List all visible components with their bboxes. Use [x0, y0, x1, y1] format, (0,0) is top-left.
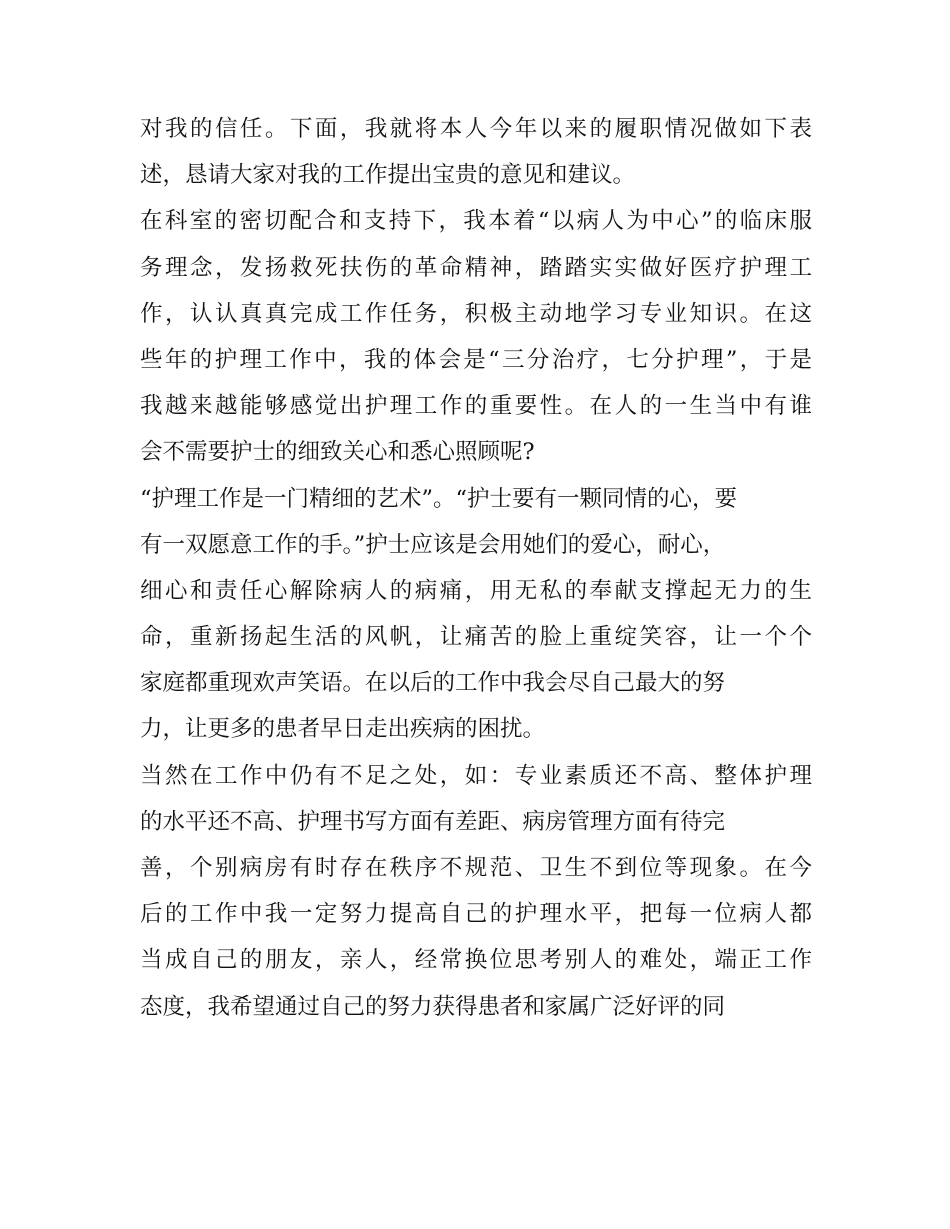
text-line: 力，让更多的患者早日走出疾病的困扰。 — [140, 716, 546, 743]
text-line: 态度，我希望通过自己的努力获得患者和家属广泛好评的同 — [140, 993, 726, 1020]
text-line: 后的工作中我一定努力提高自己的护理水平，把每一位病人都 — [140, 901, 812, 928]
text-line: 有一双愿意工作的手。”护士应该是会用她们的爱心，耐心， — [140, 531, 726, 558]
document-body — [140, 106, 812, 1030]
text-line: 当然在工作中仍有不足之处，如：专业素质还不高、整体护理 — [140, 762, 812, 789]
text-line: 命，重新扬起生活的风帆，让痛苦的脸上重绽笑容，让一个个 — [140, 624, 812, 651]
text-line: 些年的护理工作中，我的体会是“三分治疗，七分护理”，于是 — [140, 346, 812, 373]
text-line: 善，个别病房有时存在秩序不规范、卫生不到位等现象。在今 — [140, 855, 812, 881]
text-line: 作，认认真真完成工作任务，积极主动地学习专业知识。在这 — [140, 300, 812, 327]
text-line: 对我的信任。下面，我就将本人今年以来的履职情况做如下表 — [140, 116, 812, 142]
text-line: 的水平还不高、护理书写方面有差距、病房管理方面有待完 — [140, 808, 726, 835]
text-line: 述，恳请大家对我的工作提出宝贵的意见和建议。 — [140, 162, 636, 189]
text-line: “护理工作是一门精细的艺术”。“护士要有一颗同情的心，要 — [140, 485, 738, 512]
text-line: 会不需要护士的细致关心和悉心照顾呢? — [140, 439, 535, 466]
text-line: 在科室的密切配合和支持下，我本着“以病人为中心”的临床服 — [140, 208, 812, 235]
text-line: 当成自己的朋友，亲人，经常换位思考别人的难处，端正工作 — [140, 947, 812, 974]
text-line: 家庭都重现欢声笑语。在以后的工作中我会尽自己最大的努 — [140, 670, 726, 697]
text-line: 细心和责任心解除病人的病痛，用无私的奉献支撑起无力的生 — [140, 577, 812, 604]
text-line: 务理念，发扬救死扶伤的革命精神，踏踏实实做好医疗护理工 — [140, 254, 812, 281]
text-line: 我越来越能够感觉出护理工作的重要性。在人的一生当中有谁 — [140, 393, 812, 420]
